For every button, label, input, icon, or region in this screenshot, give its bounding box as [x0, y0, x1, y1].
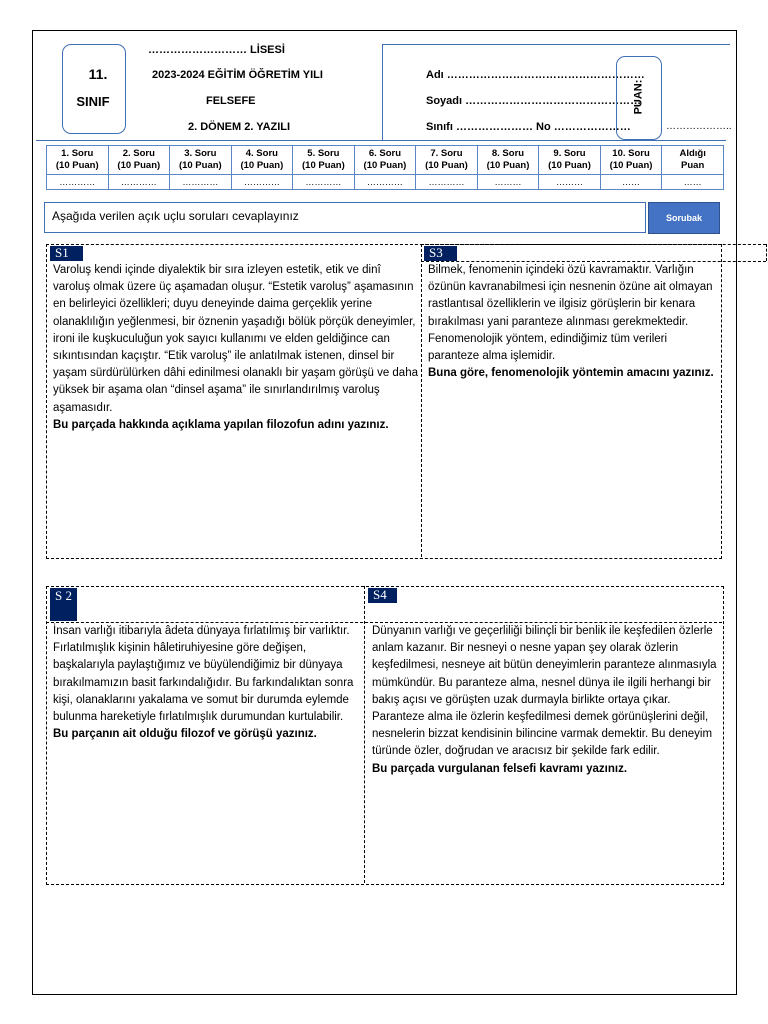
- score-header-cell: [47, 146, 109, 175]
- instruction-text: Aşağıda verilen açık uçlu soruları cevaplayınız: [52, 209, 299, 223]
- s2-tag: S 2: [50, 588, 77, 621]
- s2-content: [53, 623, 361, 743]
- score-header-line: (10 Puan): [302, 160, 345, 171]
- score-header-line: 2. Soru: [122, 148, 155, 159]
- score-blank-cell[interactable]: …………: [354, 175, 416, 190]
- score-header-line: 1. Soru: [61, 148, 94, 159]
- score-header-line: 7. Soru: [430, 148, 463, 159]
- score-header-line: (10 Puan): [609, 160, 653, 171]
- grade-number: 11.: [88, 66, 108, 82]
- score-header-line: (10 Puan): [240, 160, 284, 171]
- score-header-line: Aldığı: [679, 148, 706, 159]
- s3-text: Bilmek, fenomenin içindeki özü kavramaktır. Varlığın özünün kavranabilmesi için nesnenin özüne ait olmayan rastlantısal özelliklerin ve ilgisiz görüşlerin bir kenara bırakılması yani paranteze alınması gerekmektedir. Fenomenolojik yöntem, edindiğimiz tüm verileri paranteze alma işlemidir.: [428, 264, 713, 363]
- s4-tag: S4: [368, 588, 397, 603]
- s2-question: Bu parçanın ait olduğu filozof ve görüşü yazınız.: [53, 728, 317, 741]
- grade-box: [62, 44, 126, 134]
- score-header-cell: [231, 146, 293, 175]
- score-header-line: (10 Puan): [117, 160, 161, 171]
- sorubak-button[interactable]: Sorubak: [648, 202, 720, 234]
- s4-text: Dünyanın varlığı ve geçerliliği bilinçli bir benlik ile keşfedilen özlerle anlam kazanır. Bir nesneyi o nesne yapan şey olarak özlerin keşfedilmesi, nesneye ait bütün deneyimlerin paranteze alınmasıyla mümkündür. Bu paranteze alma, nesnel dünya ile ilgili herhangi bir bakış açısı ve görüşten uzak durmayla birlikte ortaya çıkar. Paranteze alma ile özlerin keşfedilmesi demek görünüşlerini değil, nesnelerin bizzat kendisinin bilincine varmak demektir. Bu deneyim türünde özler, doğrudan ve aracısız bir şekilde fark edilir.: [372, 625, 717, 758]
- score-header-cell: [354, 146, 416, 175]
- score-header-line: 4. Soru: [245, 148, 278, 159]
- s4-content: [372, 623, 718, 778]
- score-header-cell: [416, 146, 478, 175]
- score-blank-cell[interactable]: ………: [477, 175, 539, 190]
- exam-name: 2. DÖNEM 2. YAZILI: [188, 121, 291, 133]
- header-border-top: [382, 44, 730, 45]
- score-header-line: (10 Puan): [486, 160, 530, 171]
- score-blank-cell[interactable]: ………: [539, 175, 601, 190]
- academic-year: 2023-2024 EĞİTİM ÖĞRETİM YILI: [152, 69, 323, 81]
- score-table-blank-row: [47, 175, 724, 190]
- score-label-wrap: [616, 60, 660, 134]
- score-blank-cell[interactable]: …………: [293, 175, 355, 190]
- score-header-line: 9. Soru: [553, 148, 586, 159]
- score-header-line: (10 Puan): [363, 160, 407, 171]
- score-blank-cell[interactable]: …………: [47, 175, 109, 190]
- score-header-line: 8. Soru: [491, 148, 525, 159]
- s1-text: Varoluş kendi içinde diyalektik bir sıra izleyen estetik, etik ve dinî varoluş olmak üzere üç aşamadan oluşur. “Estetik varoluş” aşamasının en belirleyici özellikleri; duyu deneyinde daima gerçeklik yerine olanaklılığın yeğlenmesi, bir öznenin yaşadığı bölük pörçük deneyimler, ironi ile kuşkuculuğun yok sayıcı kullanımı ve elden geldiğince can sıkıntısından kaçıştır. “Etik varoluş” ile anlatılmak istenen, dinsel bir yaşam sürdürülürken dâhi edinilmesi olanaklı bir yaşam görüşü ve daha yüksek bir aşama olan “dinsel aşama” ile sınırlandırılmış varoluş aşamasıdır.: [53, 264, 418, 414]
- score-header-cell: [600, 146, 662, 175]
- score-blank-cell[interactable]: …………: [108, 175, 170, 190]
- score-header-cell: [170, 146, 232, 175]
- score-blank-cell[interactable]: …………: [231, 175, 293, 190]
- name-field[interactable]: Adı ………………………………………………: [426, 69, 645, 81]
- s3-tag: S3: [424, 246, 457, 261]
- class-number-field[interactable]: Sınıfı ………………… No …………………: [426, 121, 631, 133]
- score-header-line: 6. Soru: [368, 148, 402, 159]
- question-block-top-divider: [421, 244, 422, 557]
- s1-tag: S1: [50, 246, 83, 261]
- score-header-line: 10. Soru: [612, 148, 650, 159]
- score-blank[interactable]: ………………..: [666, 121, 732, 132]
- score-header-line: 5. Soru: [307, 148, 340, 159]
- s3-question: Buna göre, fenomenolojik yöntemin amacını yazınız.: [428, 367, 714, 380]
- score-header-line: (10 Puan): [55, 160, 99, 171]
- s3-tab-line-right: [766, 244, 767, 261]
- score-header-line: (10 Puan): [425, 160, 468, 171]
- s3-tab-line-top: [421, 244, 766, 245]
- question-block-bottom-divider: [364, 586, 365, 883]
- subject-name: FELSEFE: [206, 95, 256, 107]
- score-header-line: (10 Puan): [178, 160, 222, 171]
- score-table: [46, 145, 724, 190]
- score-header-cell: [108, 146, 170, 175]
- score-blank-cell[interactable]: …………: [416, 175, 478, 190]
- score-table-header-row: [47, 146, 724, 175]
- s1-question: Bu parçada hakkında açıklama yapılan filozofun adını yazınız.: [53, 418, 389, 431]
- score-header-line: 3. Soru: [184, 148, 217, 159]
- s4-question: Bu parçada vurgulanan felsefi kavramı yazınız.: [372, 762, 628, 775]
- header-border-left: [382, 44, 383, 140]
- score-header-cell: [539, 146, 601, 175]
- score-header-cell: [662, 146, 724, 175]
- score-blank-cell[interactable]: ……: [662, 175, 724, 190]
- s2-text: İnsan varlığı itibarıyla âdeta dünyaya fırlatılmış bir varlıktır. Fırlatılmışlık kişinin hâletiruhiyesine göre değişen, başkalarıyla paylaştığımız ve büyülendiğimiz bir dünyaya bırakılmamızın basit farkındalığıdır. Bu farkındalıktan sonra kişi, olanaklarını yakalama ve somut bir durumda eylemde bulunma hareketiyle fırlatılmışlık durumundan kurtulabilir.: [53, 625, 354, 724]
- s3-content: [428, 262, 718, 382]
- surname-field[interactable]: Soyadı …………………………………………: [426, 95, 642, 107]
- score-header-cell: [293, 146, 355, 175]
- score-blank-cell[interactable]: …………: [170, 175, 232, 190]
- header-border-bottom: [36, 140, 726, 141]
- score-header-line: (10 Puan): [548, 160, 591, 171]
- grade-label: SINIF: [76, 94, 110, 109]
- score-header-cell: [477, 146, 539, 175]
- score-blank-cell[interactable]: ……: [600, 175, 662, 190]
- score-header-line: Puan: [681, 160, 705, 171]
- school-name: ……………………… LİSESİ: [148, 44, 285, 56]
- s1-content: [53, 262, 419, 434]
- score-label: PUAN:: [632, 79, 644, 115]
